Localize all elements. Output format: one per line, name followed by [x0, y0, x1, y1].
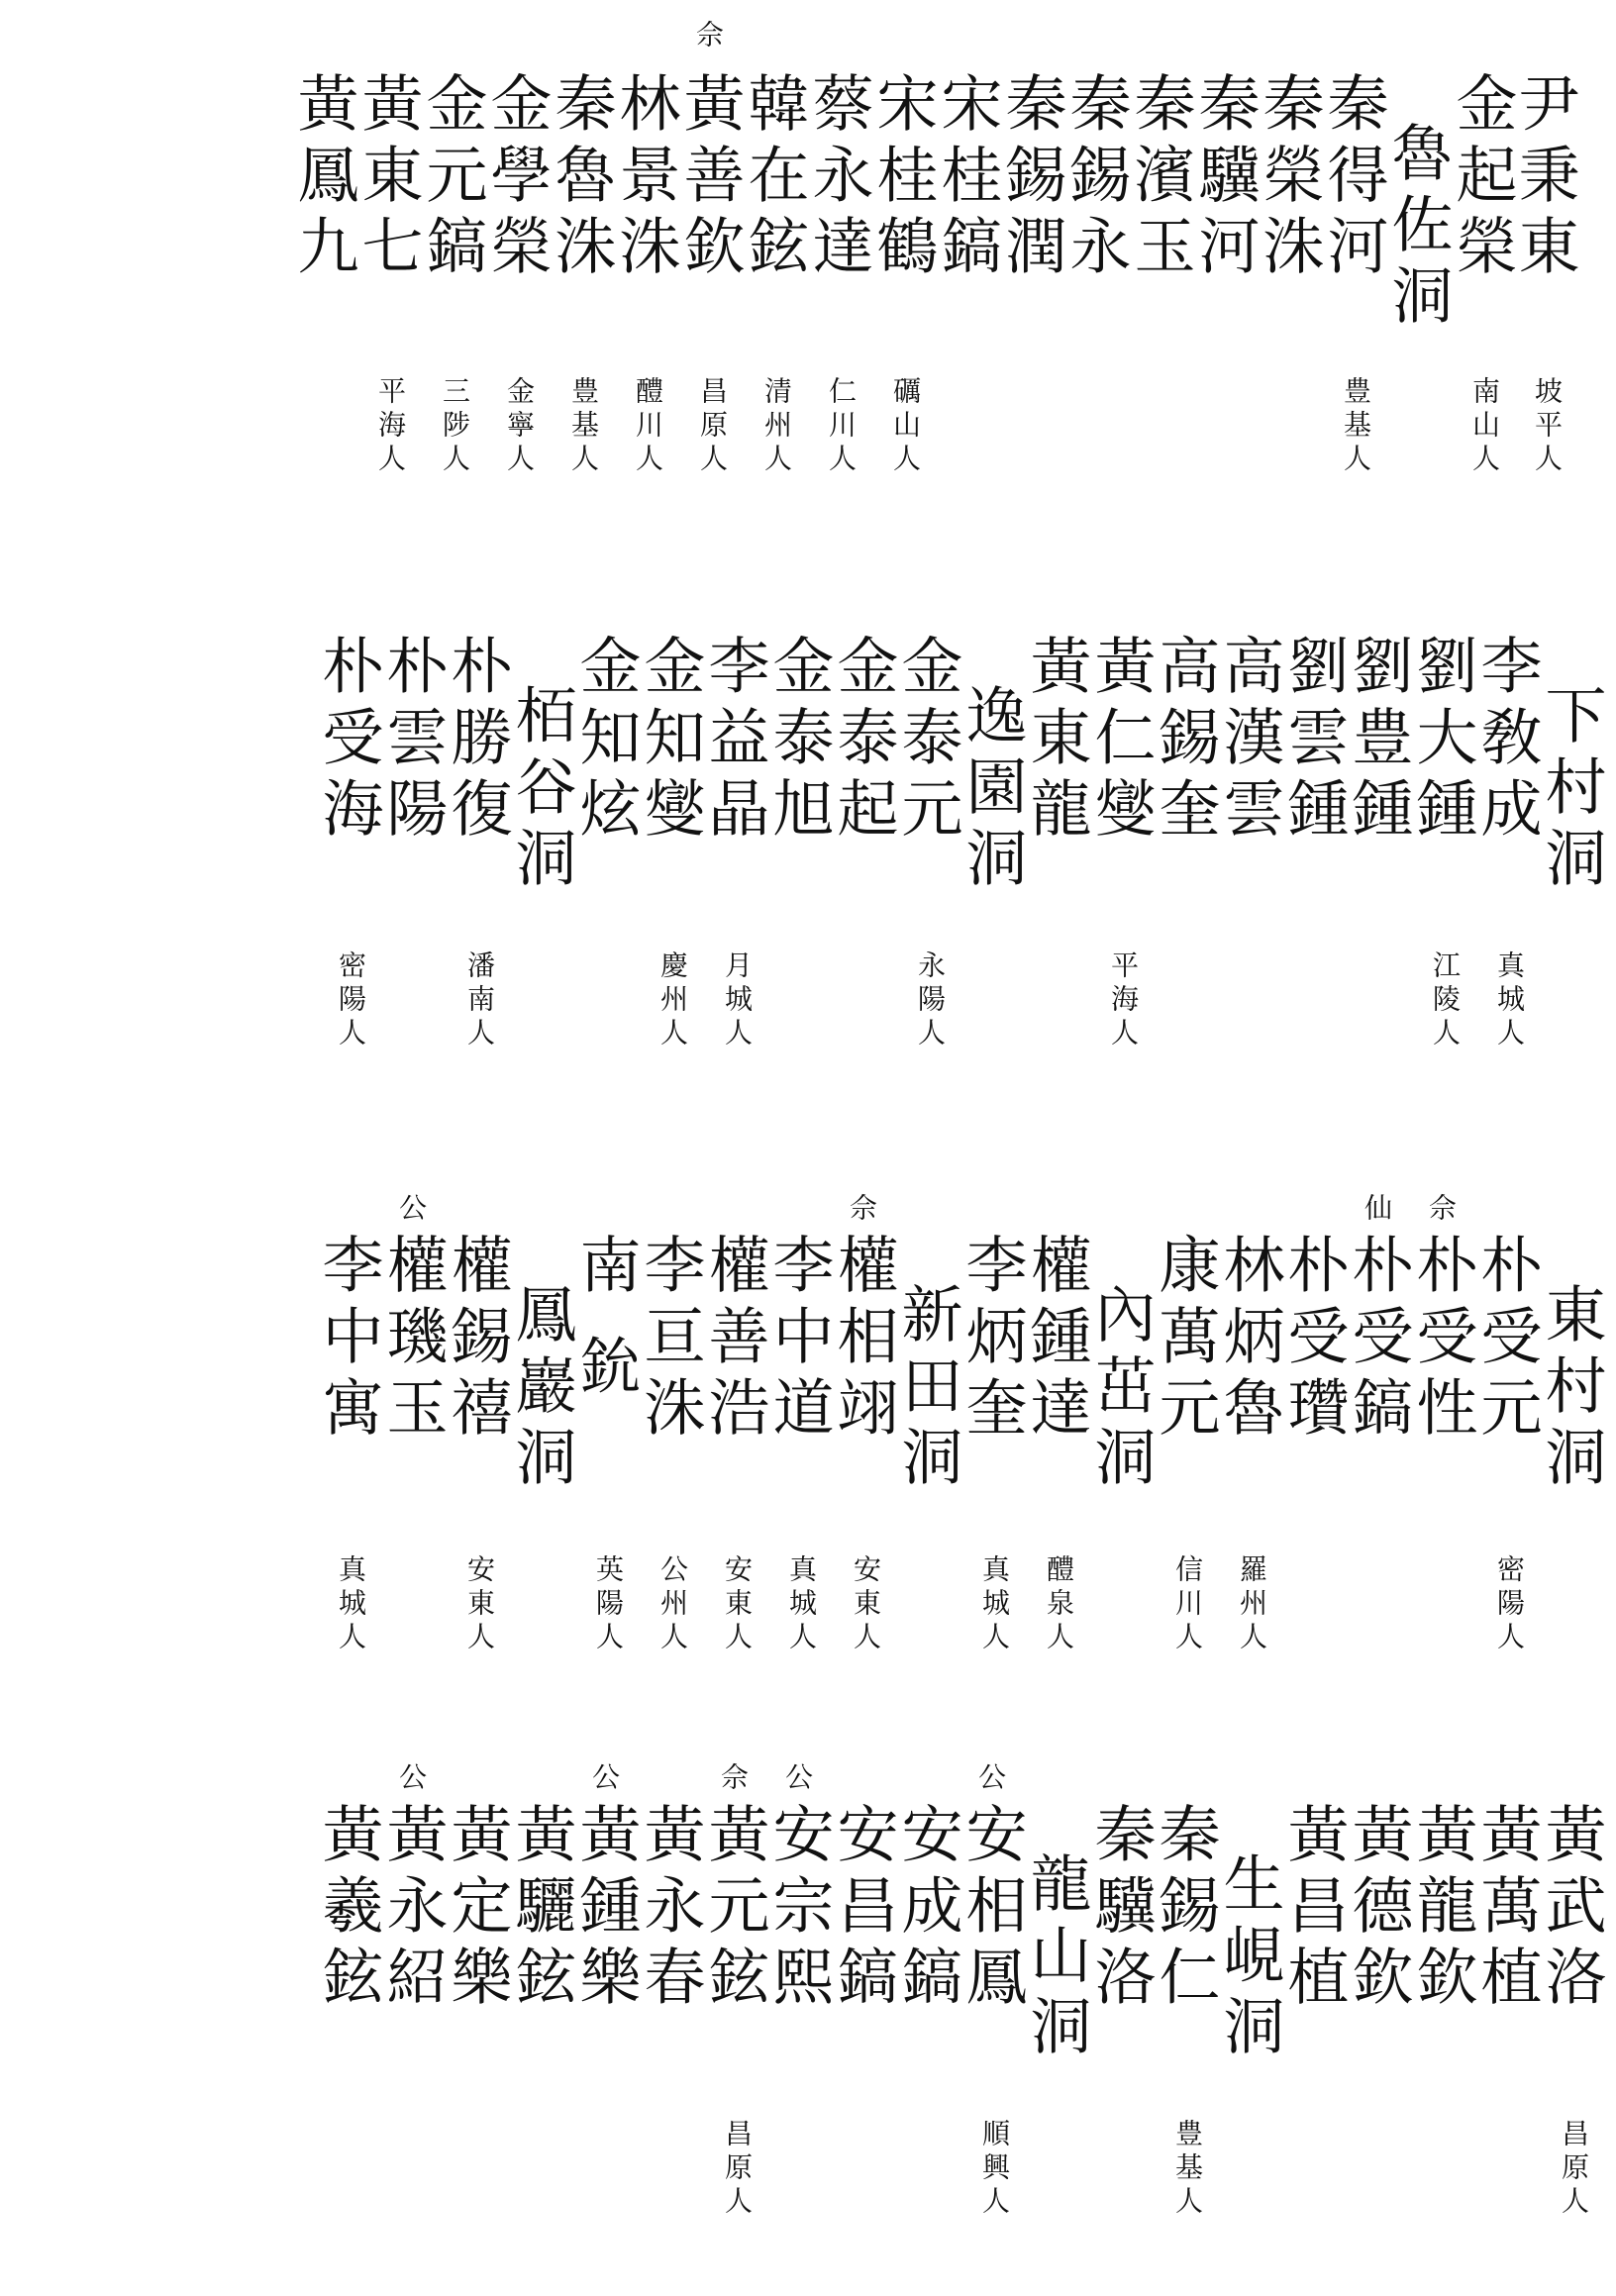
village-heading: 栢谷洞: [505, 683, 577, 897]
clan-origin-note: 南山人: [1468, 376, 1501, 477]
village-heading: 逸園洞: [956, 683, 1028, 897]
person-name: 金元鎬: [416, 71, 488, 285]
village-heading: 內茁洞: [1084, 1282, 1157, 1496]
village-heading: 生峴洞: [1213, 1851, 1285, 2065]
person-name: 李中道: [762, 1233, 835, 1447]
person-name: 劉大鍾: [1406, 634, 1478, 848]
person-name: 黃鳳九: [287, 71, 359, 285]
village-heading: 魯佐洞: [1381, 121, 1454, 335]
person-name: 朴受瓚: [1277, 1233, 1350, 1447]
clan-origin-note: 永陽人: [914, 950, 947, 1051]
person-name: 安成鎬: [891, 1802, 963, 2016]
clan-origin-note: 密陽人: [335, 950, 367, 1051]
person-name: 黃德欽: [1342, 1802, 1414, 2016]
annotation-mark: 公: [395, 1193, 428, 1221]
person-name: 秦錫仁: [1149, 1802, 1221, 2016]
person-name: 黃龍欽: [1406, 1802, 1478, 2016]
clan-origin-note: 江陵人: [1429, 950, 1462, 1051]
person-name: 秦魯洙: [545, 71, 617, 285]
person-name: 黃武洛: [1535, 1802, 1607, 2016]
clan-origin-note: 昌原人: [721, 2119, 754, 2220]
person-name: 秦得河: [1317, 71, 1389, 285]
person-name: 劉雲鍾: [1277, 634, 1350, 848]
annotation-mark: 仙: [1361, 1193, 1393, 1221]
clan-origin-note: 羅州人: [1236, 1554, 1268, 1655]
person-name: 朴受元: [1470, 1233, 1543, 1447]
person-name: 金知燮: [634, 634, 706, 848]
person-name: 黃東龍: [1020, 634, 1092, 848]
person-name: 李敎成: [1470, 634, 1543, 848]
village-heading: 東村洞: [1535, 1282, 1607, 1496]
village-heading: 龍山洞: [1020, 1851, 1092, 2065]
person-name: 林景洙: [609, 71, 681, 285]
person-name: 高錫奎: [1149, 634, 1221, 848]
person-name: 金知炫: [569, 634, 642, 848]
person-name: 朴受鎬: [1342, 1233, 1414, 1447]
person-name: 黃善欽: [673, 71, 746, 285]
annotation-mark: 公: [588, 1762, 621, 1790]
person-name: 秦驥河: [1188, 71, 1261, 285]
clan-origin-note: 豊基人: [567, 376, 600, 477]
person-name: 金泰元: [891, 634, 963, 848]
clan-origin-note: 真城人: [785, 1554, 818, 1655]
person-name: 李益晶: [698, 634, 770, 848]
person-name: 秦錫潤: [995, 71, 1067, 285]
clan-origin-note: 安東人: [721, 1554, 754, 1655]
person-name: 金起榮: [1446, 71, 1518, 285]
clan-origin-note: 信川人: [1171, 1554, 1204, 1655]
person-name: 安相鳳: [956, 1802, 1028, 2016]
clan-origin-note: 英陽人: [592, 1554, 625, 1655]
clan-origin-note: 真城人: [335, 1554, 367, 1655]
clan-origin-note: 安東人: [850, 1554, 882, 1655]
person-name: 安昌鎬: [827, 1802, 899, 2016]
person-name: 朴受性: [1406, 1233, 1478, 1447]
clan-origin-note: 三陟人: [439, 376, 471, 477]
annotation-mark: 公: [395, 1762, 428, 1790]
person-name: 秦驥洛: [1084, 1802, 1157, 2016]
person-name: 權錫禧: [441, 1233, 513, 1447]
clan-origin-note: 醴泉人: [1043, 1554, 1075, 1655]
clan-origin-note: 礪山人: [889, 376, 922, 477]
person-name: 黃仁燮: [1084, 634, 1157, 848]
person-name: 黃定樂: [441, 1802, 513, 2016]
village-heading: 下村洞: [1535, 683, 1607, 897]
person-name: 林炳魯: [1213, 1233, 1285, 1447]
person-name: 宋桂鶴: [866, 71, 939, 285]
person-name: 黃昌植: [1277, 1802, 1350, 2016]
clan-origin-note: 豊基人: [1171, 2119, 1204, 2220]
person-name: 高漢雲: [1213, 634, 1285, 848]
person-name: 權鍾達: [1020, 1233, 1092, 1447]
clan-origin-note: 清州人: [760, 376, 793, 477]
annotation-mark: 佘: [717, 1762, 750, 1790]
annotation-mark: 公: [974, 1762, 1007, 1790]
clan-origin-note: 慶州人: [656, 950, 689, 1051]
person-name: 蔡永達: [802, 71, 874, 285]
clan-origin-note: 平海人: [1107, 950, 1140, 1051]
clan-origin-note: 順興人: [978, 2119, 1011, 2220]
person-name: 秦錫永: [1060, 71, 1132, 285]
annotation-mark: 佘: [1425, 1193, 1458, 1221]
person-name: 權相翊: [827, 1233, 899, 1447]
person-name: 宋桂鎬: [931, 71, 1003, 285]
person-name: 金泰旭: [762, 634, 835, 848]
person-name: 朴勝復: [441, 634, 513, 848]
person-name: 黃東七: [352, 71, 424, 285]
person-name: 黃元鉉: [698, 1802, 770, 2016]
village-heading: 新田洞: [891, 1282, 963, 1496]
person-name: 劉豊鍾: [1342, 634, 1414, 848]
person-name: 黃永紹: [376, 1802, 449, 2016]
person-name: 朴雲陽: [376, 634, 449, 848]
person-name: 李中寓: [312, 1233, 384, 1447]
person-name: 黃萬植: [1470, 1802, 1543, 2016]
person-name: 安宗熙: [762, 1802, 835, 2016]
clan-origin-note: 豊基人: [1340, 376, 1372, 477]
clan-origin-note: 真城人: [978, 1554, 1011, 1655]
village-heading: 鳳巖洞: [505, 1282, 577, 1496]
clan-origin-note: 潘南人: [463, 950, 496, 1051]
clan-origin-note: 金寧人: [503, 376, 536, 477]
person-name: 黃永春: [634, 1802, 706, 2016]
clan-origin-note: 平海人: [374, 376, 407, 477]
person-name: 尹秉東: [1508, 71, 1580, 285]
clan-origin-note: 昌原人: [1558, 2119, 1590, 2220]
person-name: 金泰起: [827, 634, 899, 848]
annotation-mark: 公: [781, 1762, 814, 1790]
person-name: 南 鈗: [569, 1233, 642, 1405]
person-name: 秦榮洙: [1253, 71, 1325, 285]
clan-origin-note: 坡平人: [1531, 376, 1564, 477]
person-name: 李炳奎: [956, 1233, 1028, 1447]
clan-origin-note: 密陽人: [1493, 1554, 1526, 1655]
person-name: 李亘洙: [634, 1233, 706, 1447]
person-name: 康萬元: [1149, 1233, 1221, 1447]
person-name: 黃驪鉉: [505, 1802, 577, 2016]
person-name: 朴受海: [312, 634, 384, 848]
clan-origin-note: 仁川人: [825, 376, 858, 477]
clan-origin-note: 醴川人: [632, 376, 664, 477]
person-name: 權善浩: [698, 1233, 770, 1447]
clan-origin-note: 月城人: [721, 950, 754, 1051]
annotation-mark: 佘: [846, 1193, 878, 1221]
clan-origin-note: 安東人: [463, 1554, 496, 1655]
clan-origin-note: 公州人: [656, 1554, 689, 1655]
annotation-mark: 佘: [692, 20, 725, 48]
clan-origin-note: 昌原人: [696, 376, 729, 477]
person-name: 黃鍾樂: [569, 1802, 642, 2016]
person-name: 秦濱玉: [1124, 71, 1196, 285]
person-name: 金學榮: [480, 71, 553, 285]
person-name: 權璣玉: [376, 1233, 449, 1447]
person-name: 韓在鉉: [738, 71, 810, 285]
clan-origin-note: 真城人: [1493, 950, 1526, 1051]
person-name: 黃羲鉉: [312, 1802, 384, 2016]
